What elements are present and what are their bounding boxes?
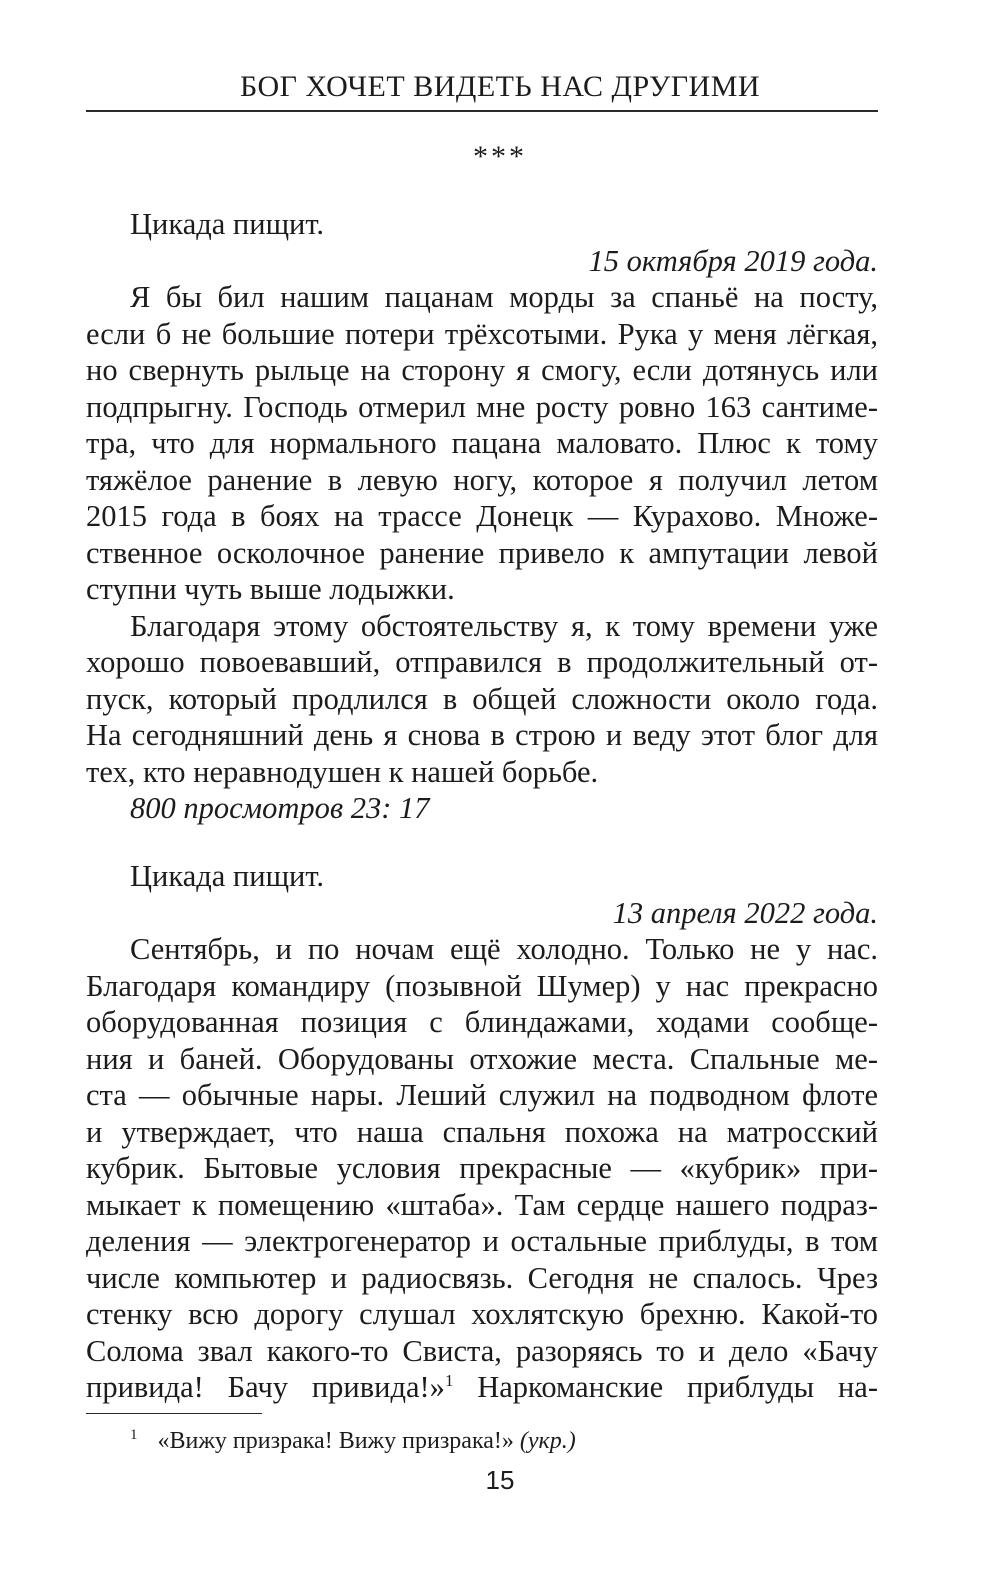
body-line: если б не большие потери трёхсотыми. Рука у меня лёгкая, bbox=[86, 316, 878, 351]
entry-1 bbox=[86, 206, 878, 827]
body-line: Я бы бил нашим пацанам морды за спаньё на посту, bbox=[130, 280, 878, 314]
section-separator: *** bbox=[473, 140, 527, 173]
entry-2-date: 13 апреля 2022 года. bbox=[612, 895, 878, 930]
body-line: хорошо повоевавший, отправился в продолжительный от- bbox=[86, 645, 878, 679]
body-line: кубрик. Бытовые условия прекрасные — «кубрик» при- bbox=[86, 1151, 878, 1185]
body-line: но свернуть рыльце на сторону я смогу, если дотянусь или bbox=[86, 353, 878, 387]
page-number: 15 bbox=[485, 1465, 515, 1495]
entry-2 bbox=[86, 858, 878, 1406]
footnote-reference: 1 bbox=[444, 1370, 454, 1390]
body-line: На сегодняшний день я снова в строю и веду этот блог для bbox=[86, 718, 878, 752]
entry-2-author: Цикада пищит. bbox=[130, 859, 325, 893]
body-line: подпрыгну. Господь отмерил мне росту ровно 163 сантиме- bbox=[86, 389, 878, 424]
body-line: Сентябрь, и по ночам ещё холодно. Только не у нас. bbox=[130, 932, 878, 966]
body-line: 2015 года в боях на трассе Донецк — Курахово. Множе- bbox=[86, 499, 878, 533]
header-rule bbox=[86, 110, 878, 112]
body-text: привида! Бачу привида!» bbox=[86, 1370, 445, 1404]
body-line: оборудованная позиция с блиндажами, ходами сообще- bbox=[86, 1005, 878, 1039]
body-line: деления — электрогенератор и остальные приблуды, в том bbox=[86, 1224, 878, 1258]
footnote-rule bbox=[86, 1413, 262, 1414]
body-text: Наркоманские приблуды на- bbox=[453, 1370, 878, 1404]
body-line-with-footnote bbox=[86, 1369, 878, 1406]
footnote-lang: (укр.) bbox=[519, 1428, 576, 1454]
body-line: ственное осколочное ранение привело к ампутации левой bbox=[86, 535, 878, 570]
body-line: ста — обычные нары. Леший служил на подводном флоте bbox=[86, 1078, 878, 1112]
body-line: ния и баней. Оборудованы отхожие места. Спальные ме- bbox=[86, 1041, 878, 1076]
body-line: тяжёлое ранение в левую ногу, которое я получил летом bbox=[86, 462, 878, 497]
body-line: стенку всю дорогу слушал хохлятскую брехню. Какой-то bbox=[86, 1297, 878, 1331]
body-line: Солома звал какого-то Свиста, разоряясь то и дело «Бачу bbox=[86, 1333, 878, 1368]
body-line: тра, что для нормального пацана маловато. Плюс к тому bbox=[86, 426, 878, 460]
body-line: и утверждает, что наша спальня похожа на матросский bbox=[86, 1114, 878, 1149]
entry-1-date: 15 октября 2019 года. bbox=[588, 243, 878, 278]
body-line: пуск, который продлился в общей сложности около года. bbox=[86, 681, 878, 716]
entry-1-views: 800 просмотров 23: 17 bbox=[130, 791, 430, 825]
footnote bbox=[130, 1421, 576, 1455]
body-line: ступни чуть выше лодыжки. bbox=[86, 572, 455, 606]
entry-1-author: Цикада пищит. bbox=[130, 207, 325, 241]
running-title: БОГ ХОЧЕТ ВИДЕТЬ НАС ДРУГИМИ bbox=[239, 70, 761, 103]
body-line: мыкает к помещению «штаба». Там сердце нашего подраз- bbox=[86, 1187, 878, 1222]
body-line: числе компьютер и радиосвязь. Сегодня не спалось. Чрез bbox=[86, 1260, 878, 1295]
body-line: тех, кто неравнодушен к нашей борьбе. bbox=[86, 754, 599, 789]
body-line: Благодаря командиру (позывной Шумер) у нас прекрасно bbox=[86, 968, 878, 1003]
footnote-marker: 1 bbox=[130, 1427, 138, 1443]
body-line: Благодаря этому обстоятельству я, к тому времени уже bbox=[130, 608, 878, 643]
footnote-text: «Вижу призрака! Вижу призрака!» bbox=[157, 1428, 520, 1454]
